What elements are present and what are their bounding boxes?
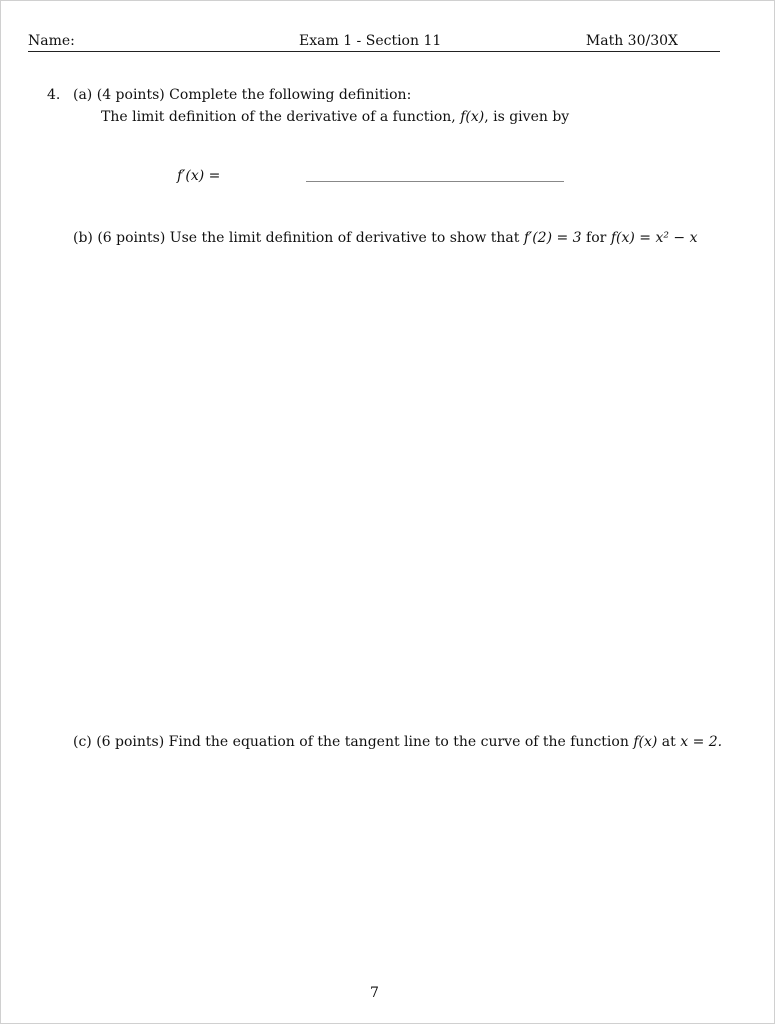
part-c-prompt: Find the equation of the tangent line to the curve of the function: [168, 734, 629, 750]
part-a-line1: [73, 85, 411, 105]
part-b-claim: f′(2) = 3: [523, 230, 582, 246]
part-a-line2-suffix: , is given by: [484, 109, 570, 125]
part-b-prompt: Use the limit definition of derivative to show that: [169, 230, 520, 246]
part-b-points: (6 points): [97, 230, 166, 246]
page-number: 7: [370, 985, 379, 1001]
part-b-function-def: f(x) = x² − x: [610, 230, 698, 246]
course-label: Math 30/30X: [585, 33, 678, 49]
part-b-line: [73, 228, 697, 248]
part-a-function: f(x): [460, 109, 485, 125]
part-c-function: f(x): [633, 734, 658, 750]
part-a-points: (4 points): [96, 87, 165, 103]
part-c-point: x = 2.: [680, 734, 723, 750]
part-c-at: at: [661, 734, 676, 750]
part-c-label: (c): [73, 734, 92, 750]
name-label: Name:: [28, 33, 75, 49]
part-a-line2: [101, 107, 569, 127]
part-a-label: (a): [73, 87, 93, 103]
part-c-points: (6 points): [96, 734, 165, 750]
exam-header: [28, 33, 720, 52]
part-b-for: for: [586, 230, 607, 246]
part-b-label: (b): [73, 230, 93, 246]
derivative-formula-lhs: f′(x) =: [177, 168, 221, 184]
part-c-line: [73, 732, 722, 752]
question-number: 4.: [47, 87, 61, 103]
answer-blank-line[interactable]: [306, 181, 564, 182]
part-a-prompt: Complete the following definition:: [169, 87, 412, 103]
part-a-line2-prefix: The limit definition of the derivative of a function,: [101, 109, 456, 125]
exam-title: Exam 1 - Section 11: [299, 33, 442, 49]
